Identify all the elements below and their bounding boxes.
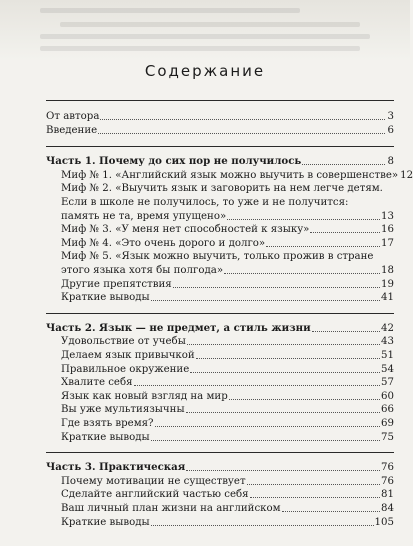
toc-page-number: 19 (381, 278, 394, 290)
toc-entry-title: Часть 1. Почему до сих пор не получилось (46, 155, 302, 168)
toc-entry-title: Удовольствие от учебы (61, 336, 186, 348)
toc-entry-title: Миф № 4. «Это очень дорого и долго» (61, 237, 266, 249)
toc-page-number: 41 (381, 292, 394, 304)
dot-leader (227, 210, 380, 220)
dot-leader (186, 403, 380, 413)
toc-chapter-entry (61, 488, 394, 501)
toc-page-number: 16 (381, 224, 394, 236)
dot-leader (173, 278, 380, 288)
toc-front-entry (46, 124, 394, 137)
dot-leader (151, 431, 380, 441)
dot-leader (196, 349, 380, 359)
section-divider (46, 313, 394, 314)
dot-leader (312, 322, 380, 332)
toc-chapter-entry (61, 431, 394, 444)
toc-chapter-entry (61, 237, 394, 250)
toc-front-entry (46, 110, 394, 123)
dot-leader (134, 376, 381, 386)
section-divider (46, 452, 394, 453)
toc-page-number: 18 (381, 265, 394, 276)
dot-leader (310, 223, 380, 233)
toc-entry-title: Сделайте английский частью себя (61, 489, 249, 501)
toc-entry-title: Часть 3. Практическая (46, 461, 186, 474)
section-divider (46, 146, 394, 147)
dot-leader (151, 516, 374, 526)
page-title: Содержание (144, 62, 266, 80)
toc-chapter-entry (61, 390, 394, 403)
toc-page-number: 66 (381, 404, 394, 416)
toc-chapter-entry (61, 363, 394, 376)
toc-page-number: 17 (381, 237, 394, 249)
toc-entry-title: Краткие выводы (61, 516, 150, 528)
toc-entry-title: Вы уже мультиязычны (61, 404, 185, 416)
toc-page-number: 76 (381, 462, 394, 474)
dot-leader (151, 291, 380, 301)
toc-page-number: 51 (381, 350, 394, 361)
toc-entry-title: Правильное окружение (61, 363, 190, 375)
dot-leader (155, 417, 381, 427)
toc-entry-title: Ваш личный план жизни на английском (61, 503, 281, 514)
toc-part-heading (46, 155, 394, 168)
toc-page-number: 54 (381, 363, 394, 375)
toc-page-number: 13 (381, 210, 394, 222)
toc-entry-title: От автора (46, 111, 100, 122)
toc-chapter-entry (61, 278, 394, 291)
toc-page-number: 84 (381, 503, 394, 514)
dot-leader (282, 502, 380, 512)
toc-chapter-entry (61, 335, 394, 348)
toc-chapter-entry (61, 516, 394, 529)
dot-leader (190, 363, 380, 373)
toc-entry-title: Почему мотивации не существует (61, 475, 246, 487)
toc-chapter-entry (61, 291, 394, 304)
toc-entry-title: Хвалите себя (61, 377, 133, 389)
toc-chapter-entry (61, 210, 394, 223)
toc-chapter-entry (61, 502, 394, 515)
toc-entry-title: Язык как новый взгляд на мир (61, 390, 228, 402)
toc-page-number: 76 (381, 475, 394, 487)
toc-page-number: 81 (381, 489, 394, 501)
toc-chapter-entry-continued: Если в школе не получилось, то уже и не получится: (61, 197, 349, 208)
dot-leader (100, 110, 385, 120)
dot-leader (247, 475, 380, 485)
dot-leader (187, 335, 380, 345)
toc-chapter-entry (61, 223, 394, 236)
toc-chapter-entry (61, 475, 394, 488)
toc-entry-title: Другие препятствия (61, 278, 172, 290)
toc-page-number: 69 (381, 418, 394, 429)
toc-chapter-entry (61, 417, 394, 430)
section-divider (46, 100, 394, 101)
toc-page-number: 105 (374, 516, 394, 528)
toc-entry-title: этого языка хотя бы полгода» (61, 265, 224, 276)
toc-chapter-entry (61, 403, 394, 416)
toc-entry-title: Миф № 1. «Английский язык можно выучить в совершенстве» (61, 169, 399, 181)
toc-entry-title: Краткие выводы (61, 431, 150, 443)
toc-chapter-entry (61, 169, 413, 182)
dot-leader (266, 237, 380, 247)
toc-page-number: 3 (387, 111, 394, 122)
toc-entry-title: Где взять время? (61, 418, 154, 429)
toc-entry-title: Часть 2. Язык — не предмет, а стиль жизни (46, 321, 311, 334)
toc-page-number: 43 (381, 336, 394, 348)
toc-chapter-entry (61, 264, 394, 277)
toc-page-number: 60 (381, 390, 394, 402)
toc-chapter-entry (61, 349, 394, 362)
toc-entry-title: Введение (46, 124, 98, 136)
dot-leader (302, 155, 385, 165)
toc-entry-title: Краткие выводы (61, 292, 150, 304)
toc-chapter-entry (61, 376, 394, 389)
toc-page-number: 6 (387, 124, 394, 136)
toc-page-number: 57 (381, 377, 394, 389)
toc-entry-title: память не та, время упущено» (61, 210, 227, 222)
dot-leader (250, 488, 380, 498)
dot-leader (229, 390, 380, 400)
toc-chapter-entry-continued: Миф № 5. «Язык можно выучить, только прожив в стране (61, 251, 374, 263)
dot-leader (186, 461, 380, 471)
dot-leader (98, 124, 385, 134)
dot-leader (224, 264, 380, 274)
toc-entry-title: Делаем язык привычкой (61, 350, 195, 361)
toc-entry-title: Миф № 3. «У меня нет способностей к языку» (61, 224, 310, 236)
toc-part-heading (46, 322, 394, 335)
toc-page-number: 12 (400, 169, 413, 181)
toc-chapter-entry-continued: Миф № 2. «Выучить язык и заговорить на нем легче детям. (61, 183, 383, 195)
toc-page-number: 75 (381, 431, 394, 443)
toc-part-heading (46, 461, 394, 474)
toc-page-number: 8 (387, 156, 394, 168)
toc-page-number: 42 (381, 322, 394, 334)
